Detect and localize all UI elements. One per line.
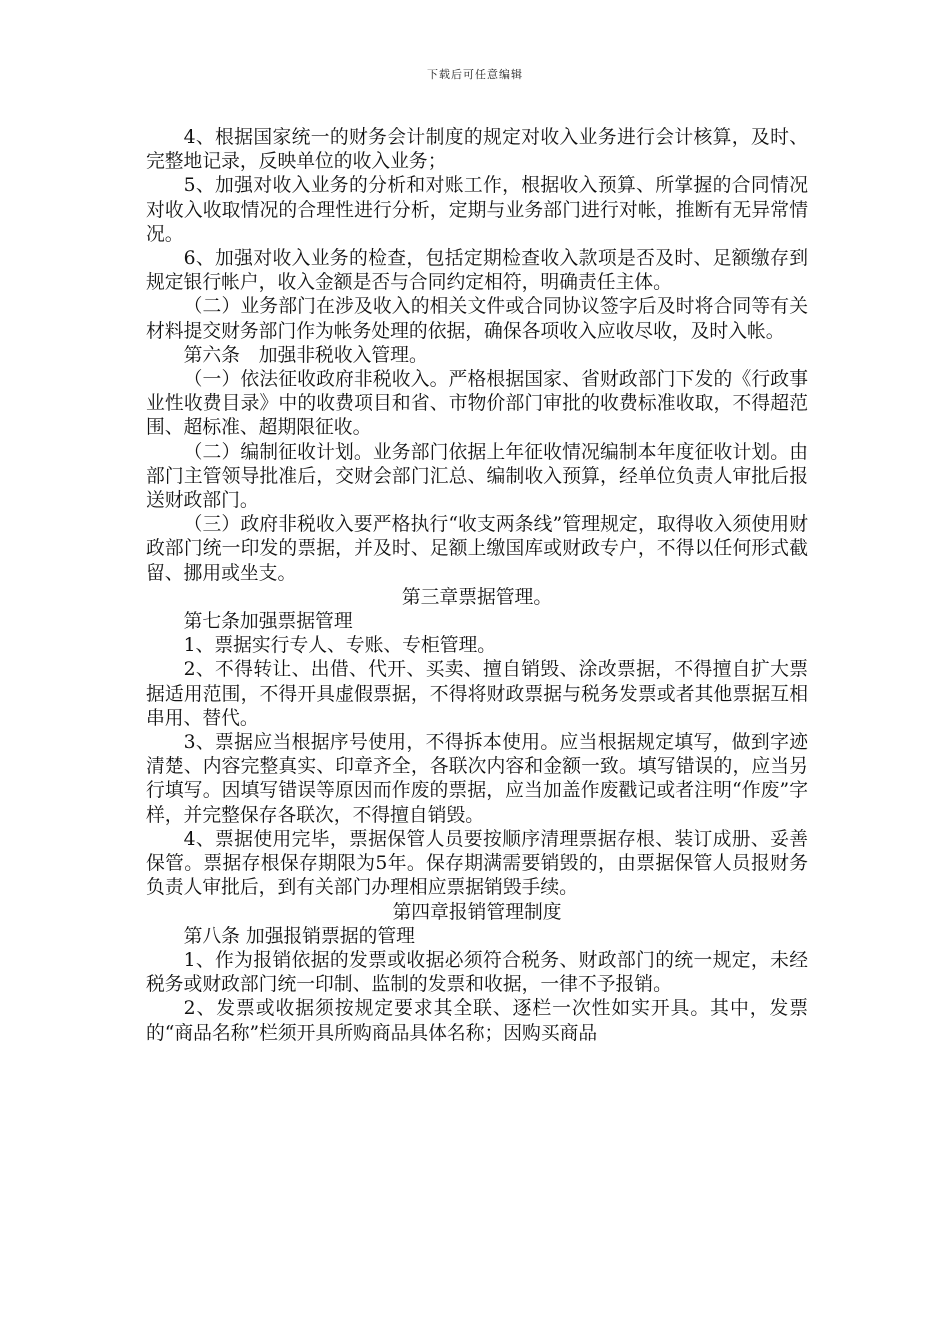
page-header: 下载后可任意编辑 [427,68,523,81]
chapter-heading: 第四章报销管理制度 [392,901,562,923]
body-paragraph: 4、根据国家统一的财务会计制度的规定对收入业务进行会计核算，及时、完整地记录，反映单位的收入业务； [146,127,808,173]
body-paragraph: （二）编制征收计划。业务部门依据上年征收情况编制本年度征收计划。由部门主管领导批准后，交财会部门汇总、编制收入预算，经单位负责人审批后报送财政部门。 [146,441,808,512]
body-paragraph: （一）依法征收政府非税收入。严格根据国家、省财政部门下发的《行政事业性收费目录》中的收费项目和省、市物价部门审批的收费标准收取，不得超范围、超标准、超期限征收。 [146,369,808,439]
body-paragraph: 2、不得转让、出借、代开、买卖、擅自销毁、涂改票据，不得擅自扩大票据适用范围，不得开具虚假票据，不得将财政票据与税务发票或者其他票据互相串用、替代。 [146,659,808,729]
body-paragraph: 第八条 加强报销票据的管理 [183,925,415,947]
body-paragraph: 第七条加强票据管理 [183,611,353,633]
body-paragraph: （三）政府非税收入要严格执行“收支两条线”管理规定，取得收入须使用财政部门统一印发的票据，并及时、足额上缴国库或财政专户，不得以任何形式截留、挪用或坐支。 [146,514,808,584]
body-paragraph: 6、加强对收入业务的检查，包括定期检查收入款项是否及时、足额缴存到规定银行帐户，收入金额是否与合同约定相符，明确责任主体。 [146,248,808,294]
body-paragraph: 1、票据实行专人、专账、专柜管理。 [183,635,497,657]
chapter-heading: 第三章票据管理。 [401,586,553,608]
body-paragraph: 4、票据使用完毕，票据保管人员要按顺序清理票据存根、装订成册、妥善保管。票据存根保存期限为5年。保存期满需要销毁的，由票据保管人员报财务负责人审批后，到有关部门办理相应票据销毁手续。 [146,828,808,899]
body-paragraph: 3、票据应当根据序号使用，不得拆本使用。应当根据规定填写，做到字迹清楚、内容完整真实、印章齐全，各联次内容和金额一致。填写错误的，应当另行填写。因填写错误等原因而作废的票据，应当加盖作废戳记或者注明“作废”字样，并完整保存各联次，不得擅自销毁。 [146,732,808,826]
body-paragraph: 1、作为报销依据的发票或收据必须符合税务、财政部门的统一规定，未经税务或财政部门统一印制、监制的发票和收据，一律不予报销。 [146,949,808,996]
body-paragraph: 5、加强对收入业务的分析和对账工作，根据收入预算、所掌握的合同情况对收入收取情况的合理性进行分析，定期与业务部门进行对帐，推断有无异常情况。 [146,175,808,245]
body-paragraph: 第六条 加强非税收入管理。 [183,344,428,366]
body-paragraph: 2、发票或收据须按规定要求其全联、逐栏一次性如实开具。其中，发票的“商品名称”栏须开具所购商品具体名称；因购买商品 [146,998,808,1044]
document-body [146,126,808,1046]
body-paragraph: （二）业务部门在涉及收入的相关文件或合同协议签字后及时将合同等有关材料提交财务部门作为帐务处理的依据，确保各项收入应收尽收，及时入帐。 [146,296,808,342]
